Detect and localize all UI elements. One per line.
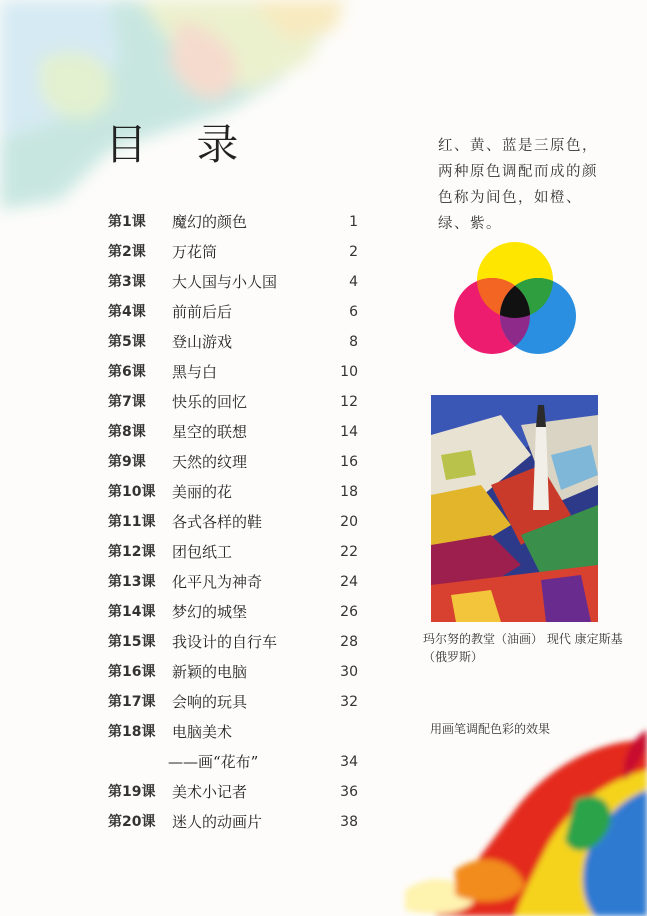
toc-row[interactable] (108, 241, 358, 263)
lesson-title: 电脑美术 (172, 723, 233, 741)
toc-row[interactable] (108, 391, 358, 413)
lesson-title: 星空的联想 (172, 423, 248, 441)
lesson-number: 第18课 (108, 724, 156, 740)
lesson-number: 第1课 (108, 214, 146, 230)
lesson-title: 前前后后 (172, 303, 233, 321)
lesson-number: 第2课 (108, 244, 146, 260)
lesson-number: 第7课 (108, 394, 146, 410)
lesson-number: 第6课 (108, 364, 146, 380)
page-number: 16 (340, 454, 358, 470)
splash-caption: 用画笔调配色彩的效果 (430, 722, 551, 736)
lesson-number: 第11课 (108, 514, 156, 530)
lesson-number: 第4课 (108, 304, 146, 320)
toc-row[interactable] (108, 721, 358, 743)
page-title: 目 录 (105, 120, 257, 169)
toc-row[interactable] (108, 211, 358, 233)
toc-row[interactable] (108, 601, 358, 623)
lesson-number: 第10课 (108, 484, 156, 500)
page-number: 1 (349, 214, 358, 230)
page-number: 14 (340, 424, 358, 440)
page-number: 2 (349, 244, 358, 260)
lesson-title: 迷人的动画片 (172, 813, 263, 831)
page-number: 12 (340, 394, 358, 410)
toc-row[interactable] (108, 571, 358, 593)
lesson-number: 第9课 (108, 454, 146, 470)
page-number: 30 (340, 664, 358, 680)
toc-row[interactable] (108, 361, 358, 383)
toc-row[interactable] (108, 631, 358, 653)
toc-row[interactable] (108, 481, 358, 503)
lesson-title: 化平凡为神奇 (172, 573, 263, 591)
lesson-number: 第20课 (108, 814, 156, 830)
page-number: 26 (340, 604, 358, 620)
lesson-title: 登山游戏 (172, 333, 233, 351)
page-number: 32 (340, 694, 358, 710)
page-number: 4 (349, 274, 358, 290)
toc-row-continuation[interactable] (108, 751, 358, 773)
lesson-title: 梦幻的城堡 (172, 603, 248, 621)
toc-row[interactable] (108, 421, 358, 443)
lesson-title: 团包纸工 (172, 543, 233, 561)
toc-row[interactable] (108, 451, 358, 473)
lesson-number: 第19课 (108, 784, 156, 800)
page-number: 24 (340, 574, 358, 590)
lesson-title: 新颖的电脑 (172, 663, 248, 681)
painting-caption: 玛尔努的教堂（油画） 现代 康定斯基（俄罗斯） (423, 632, 623, 664)
toc-row[interactable] (108, 811, 358, 833)
lesson-title: 美术小记者 (172, 783, 248, 801)
page-number: 34 (340, 754, 358, 770)
lesson-title: 美丽的花 (172, 483, 233, 501)
paint-splash-image (395, 700, 647, 916)
lesson-number: 第12课 (108, 544, 156, 560)
toc-row[interactable] (108, 541, 358, 563)
lesson-title: 快乐的回忆 (172, 393, 248, 411)
lesson-number: 第8课 (108, 424, 146, 440)
color-note: 红、黄、蓝是三原色，两种原色调配而成的颜色称为间色，如橙、绿、紫。 (438, 138, 598, 232)
page-number: 8 (349, 334, 358, 350)
toc-row[interactable] (108, 331, 358, 353)
toc-row[interactable] (108, 691, 358, 713)
lesson-number: 第3课 (108, 274, 146, 290)
lesson-title: 天然的纹理 (172, 453, 248, 471)
lesson-title: 黑与白 (172, 363, 218, 381)
page-number: 36 (340, 784, 358, 800)
lesson-number: 第13课 (108, 574, 156, 590)
page-number: 6 (349, 304, 358, 320)
lesson-title: 各式各样的鞋 (172, 513, 263, 531)
three-primary-color-venn-icon (450, 238, 580, 358)
lesson-title: 大人国与小人国 (172, 273, 278, 291)
lesson-title: 魔幻的颜色 (172, 213, 248, 231)
page-number: 22 (340, 544, 358, 560)
toc-row[interactable] (108, 511, 358, 533)
lesson-number: 第5课 (108, 334, 146, 350)
page-number: 18 (340, 484, 358, 500)
lesson-title: ——画“花布” (168, 753, 259, 771)
lesson-number: 第14课 (108, 604, 156, 620)
lesson-title: 会响的玩具 (172, 693, 248, 711)
page-number: 10 (340, 364, 358, 380)
toc-row[interactable] (108, 661, 358, 683)
lesson-number: 第16课 (108, 664, 156, 680)
page-number: 20 (340, 514, 358, 530)
church-painting-image (431, 395, 598, 622)
toc-row[interactable] (108, 781, 358, 803)
toc-row[interactable] (108, 301, 358, 323)
toc-row[interactable] (108, 271, 358, 293)
lesson-title: 万花筒 (172, 243, 218, 261)
lesson-title: 我设计的自行车 (172, 633, 278, 651)
page-number: 28 (340, 634, 358, 650)
lesson-number: 第15课 (108, 634, 156, 650)
lesson-number: 第17课 (108, 694, 156, 710)
page-number: 38 (340, 814, 358, 830)
